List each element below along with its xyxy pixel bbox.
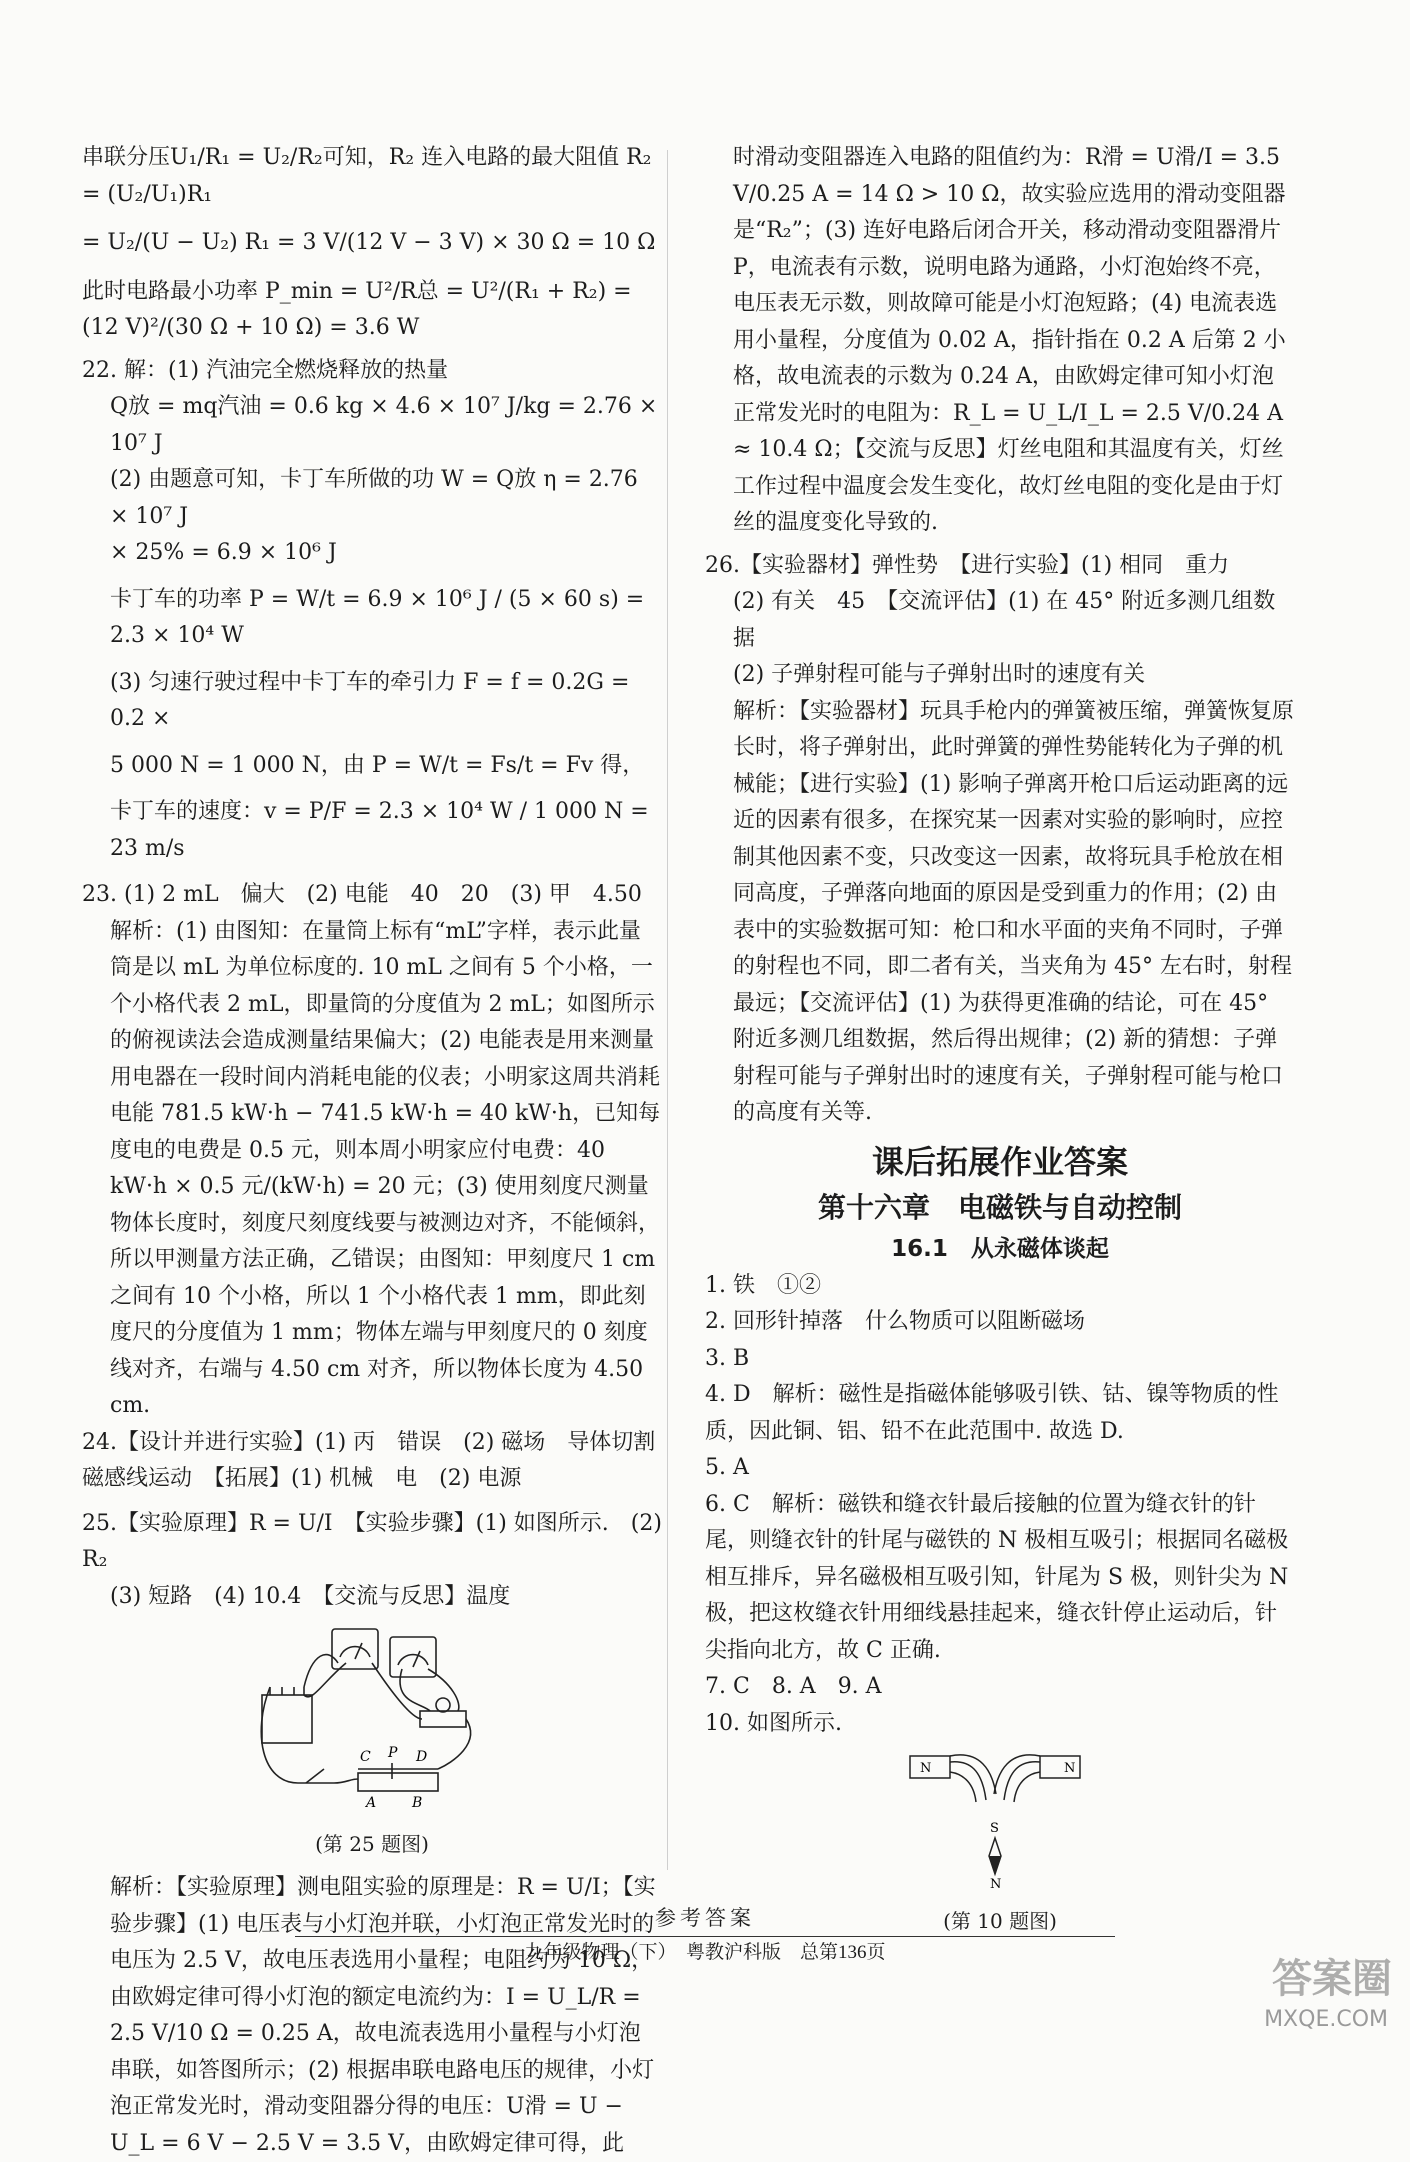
q25-answer-line1: 25.【实验原理】R = U/I 【实验步骤】(1) 如图所示. (2) R₂ bbox=[82, 1510, 662, 1572]
answer-item: 3. B bbox=[705, 1345, 750, 1371]
voltmeter-icon bbox=[390, 1637, 436, 1677]
lamp-holder-icon bbox=[420, 1711, 466, 1727]
answer-item: 2. 回形针掉落 什么物质可以阻断磁场 bbox=[705, 1309, 1085, 1334]
q22-line: (3) 匀速行驶过程中卡丁车的牵引力 F = f = 0.2G = 0.2 × bbox=[110, 669, 630, 731]
watermark-url: MXQE.COM bbox=[1264, 2007, 1388, 2032]
circuit-svg bbox=[242, 1623, 502, 1813]
q25-analysis: 解析：【实验原理】测电阻实验的原理是：R = U/I；【实验步骤】(1) 电压表与小灯泡并联，小灯泡正常发光时的电压为 2.5 V，故电压表选用小量程；电阻约为 10 Ω，由欧姆定律可得小灯泡的额定电流约为：I = U_L/R = 2.5 V/10 Ω = 0.25 A，故电流表选用小量程与小灯泡串联，如答图所示；(2) 根据串联电路电压的规律，小灯泡正常发光时，滑动变阻器分得的电压：U滑 = U − U_L = 6 V − 2.5 V = 3.5 V，由欧姆定律可得，此 bbox=[110, 1875, 656, 2156]
q21-line1: 串联分压U₁/R₁ = U₂/R₂可知，R₂ 连入电路的最大阻值 R₂ = (U₂/U₁)R₁ bbox=[82, 145, 652, 207]
ammeter-icon bbox=[332, 1629, 378, 1669]
battery-icon bbox=[262, 1695, 312, 1743]
lesson-title: 16.1 从永磁体谈起 bbox=[891, 1235, 1109, 1262]
answer-item: 6. C 解析：磁铁和缝衣针最后接触的位置为缝衣针的针尾，则缝衣针的针尾与磁铁的 N 极相互吸引；根据同名磁极相互排斥，异名磁极相互吸引知，针尾为 S 极，则针尖为 N 极，把这枚缝衣针用细线悬挂起来，缝衣针停止运动后，针尖指向北方，故 C 正确. bbox=[705, 1491, 1289, 1663]
compass-s-label: S bbox=[990, 1821, 999, 1836]
magnet-left-label: N bbox=[920, 1761, 932, 1776]
chapter-title: 第十六章 电磁铁与自动控制 bbox=[817, 1190, 1182, 1224]
q26-line: 26.【实验器材】弹性势 【进行实验】(1) 相同 重力 bbox=[705, 552, 1230, 578]
q24-answer: 24.【设计并进行实验】(1) 丙 错误 (2) 磁场 导体切割磁感线运动 【拓展】(1) 机械 电 (2) 电源 bbox=[82, 1429, 656, 1491]
watermark-logo: 答案圈 bbox=[1272, 1956, 1392, 2002]
q23-analysis: 解析：(1) 由图知：在量筒上标有“mL”字样，表示此量筒是以 mL 为单位标度的. 10 mL 之间有 5 个小格，一个小格代表 2 mL，即量筒的分度值为 2 mL；如图所示的俯视读法会造成测量结果偏大；(2) 电能表是用来测量用电器在一段时间内消耗电能的仪表；小明家这周共消耗电能 781.5 kW·h − 741.5 kW·h = 40 kW·h，已知每度电的电费是 0.5 元，则本周小明家应付电费：40 kW·h × 0.5 元/(kW·h) = 20 元；(3) 使用刻度尺测量物体长度时，刻度尺刻度线要与被测边对齐，不能倾斜，所以甲测量方法正确，乙错误；由图知：甲刻度尺 1 cm 之间有 10 个小格，所以 1 个小格代表 1 mm，即此刻度尺的分度值为 1 mm；物体左端与甲刻度尺的 0 刻度线对齐，右端与 4.50 cm 对齐，所以物体长度为 4.50 cm. bbox=[110, 918, 661, 1418]
q26-analysis: 解析：【实验器材】玩具手枪内的弹簧被压缩，弹簧恢复原长时，将子弹射出，此时弹簧的弹性势能转化为子弹的机械能；【进行实验】(1) 影响子弹离开枪口后运动距离的远近的因素有很多，在探究某一因素对实验的影响时，应控制其他因素不变，只改变这一因素，故将玩具手枪放在相同高度，子弹落向地面的原因是受到重力的作用；(2) 由表中的实验数据可知：枪口和水平面的夹角不同时，子弹的射程也不同，即二者有关，当夹角为 45° 左右时，射程最远；【交流评估】(1) 为获得更准确的结论，可在 45° 附近多测几组数据，然后得出规律；(2) 新的猜想：子弹射程可能与子弹射出时的速度有关，子弹射程可能与枪口的高度有关等. bbox=[733, 698, 1295, 1125]
q22-line: 22. 解：(1) 汽油完全燃烧释放的热量 bbox=[82, 357, 449, 383]
q21-line2: = U₂/(U − U₂) R₁ = 3 V/(12 V − 3 V) × 30 Ω = 10 Ω bbox=[82, 230, 656, 255]
q21-line3: 此时电路最小功率 P_min = U²/R总 = U²/(R₁ + R₂) = (12 V)²/(30 Ω + 10 Ω) = 3.6 W bbox=[82, 278, 632, 340]
label-A: A bbox=[366, 1795, 377, 1811]
magnet-right-label: N bbox=[1064, 1761, 1076, 1776]
section-title: 课后拓展作业答案 bbox=[871, 1142, 1128, 1181]
q23-answer: 23. (1) 2 mL 偏大 (2) 电能 40 20 (3) 甲 4.50 bbox=[82, 882, 642, 907]
q22-line: × 25% = 6.9 × 10⁶ J bbox=[110, 540, 337, 565]
label-P: P bbox=[388, 1745, 398, 1761]
label-D: D bbox=[416, 1749, 428, 1765]
answer-item: 7. C 8. A 9. A bbox=[705, 1674, 882, 1699]
left-column bbox=[82, 140, 662, 2162]
q22-line: Q放 = mq汽油 = 0.6 kg × 4.6 × 10⁷ J/kg = 2.76 × 10⁷ J bbox=[110, 394, 658, 456]
footer-info: 九年级物理（下） 粤教沪科版 总第136页 bbox=[524, 1942, 886, 1963]
answers-list bbox=[705, 1268, 1295, 1743]
answer-item: 10. 如图所示. bbox=[705, 1710, 842, 1736]
q25-analysis-cont: 时滑动变阻器连入电路的阻值约为：R滑 = U滑/I = 3.5 V/0.25 A = 14 Ω > 10 Ω，故实验应选用的滑动变阻器是“R₂”；(3) 连好电路后闭合开关，移动滑动变阻器滑片 P，电流表有示数，说明电路为通路，小灯泡始终不亮，电压表无示数，则故障可能是小灯泡短路；(4) 电流表选用小量程，分度值为 0.02 A，指针指在 0.2 A 后第 2 小格，故电流表的示数为 0.24 A，由欧姆定律可知小灯泡正常发光时的电阻为：R_L = U_L/I_L = 2.5 V/0.24 A ≈ 10.4 Ω；【交流与反思】灯丝电阻和其温度有关，灯丝工作过程中温度会发生变化，故灯丝电阻的变化是由于灯丝的温度变化导致的. bbox=[733, 145, 1286, 535]
q22-line: (2) 由题意可知，卡丁车所做的功 W = Q放 η = 2.76 × 10⁷ J bbox=[110, 467, 638, 529]
label-C: C bbox=[360, 1749, 371, 1765]
answer-item: 4. D 解析：磁性是指磁体能够吸引铁、钴、镍等物质的性质，因此铜、铝、铅不在此范围中. 故选 D. bbox=[705, 1382, 1279, 1444]
compass-n-label: N bbox=[990, 1877, 1002, 1890]
q23-block bbox=[82, 877, 662, 1425]
q26-block bbox=[705, 548, 1295, 1132]
magnets-svg bbox=[900, 1750, 1100, 1890]
answer-item: 1. 铁 ①② bbox=[705, 1272, 821, 1298]
q22-block bbox=[82, 353, 662, 868]
fig25-circuit-diagram bbox=[82, 1623, 662, 1862]
q22-line: 5 000 N = 1 000 N，由 P = W/t = Fs/t = Fv 得， bbox=[110, 752, 645, 778]
q22-line: 卡丁车的功率 P = W/t = 6.9 × 10⁶ J / (5 × 60 s) = 2.3 × 10⁴ W bbox=[110, 586, 645, 648]
answer-item: 5. A bbox=[705, 1455, 749, 1480]
q25-answer-line2: (3) 短路 (4) 10.4 【交流与反思】温度 bbox=[110, 1583, 511, 1609]
right-column bbox=[705, 140, 1295, 1947]
label-B: B bbox=[412, 1795, 423, 1811]
q26-line: (2) 有关 45 【交流评估】(1) 在 45° 附近多测几组数据 bbox=[733, 589, 1276, 651]
fig25-caption: (第 25 题图) bbox=[315, 1831, 429, 1856]
rheostat-icon bbox=[358, 1773, 438, 1791]
q22-line: 卡丁车的速度：v = P/F = 2.3 × 10⁴ W / 1 000 N = 23 m/s bbox=[110, 799, 649, 861]
page-footer bbox=[0, 1902, 1410, 1964]
column-divider bbox=[667, 150, 668, 1870]
q26-line: (2) 子弹射程可能与子弹射出时的速度有关 bbox=[733, 662, 1146, 687]
fig10-caption: (第 10 题图) bbox=[943, 1908, 1057, 1933]
footer-title: 参考答案 bbox=[655, 1906, 755, 1930]
